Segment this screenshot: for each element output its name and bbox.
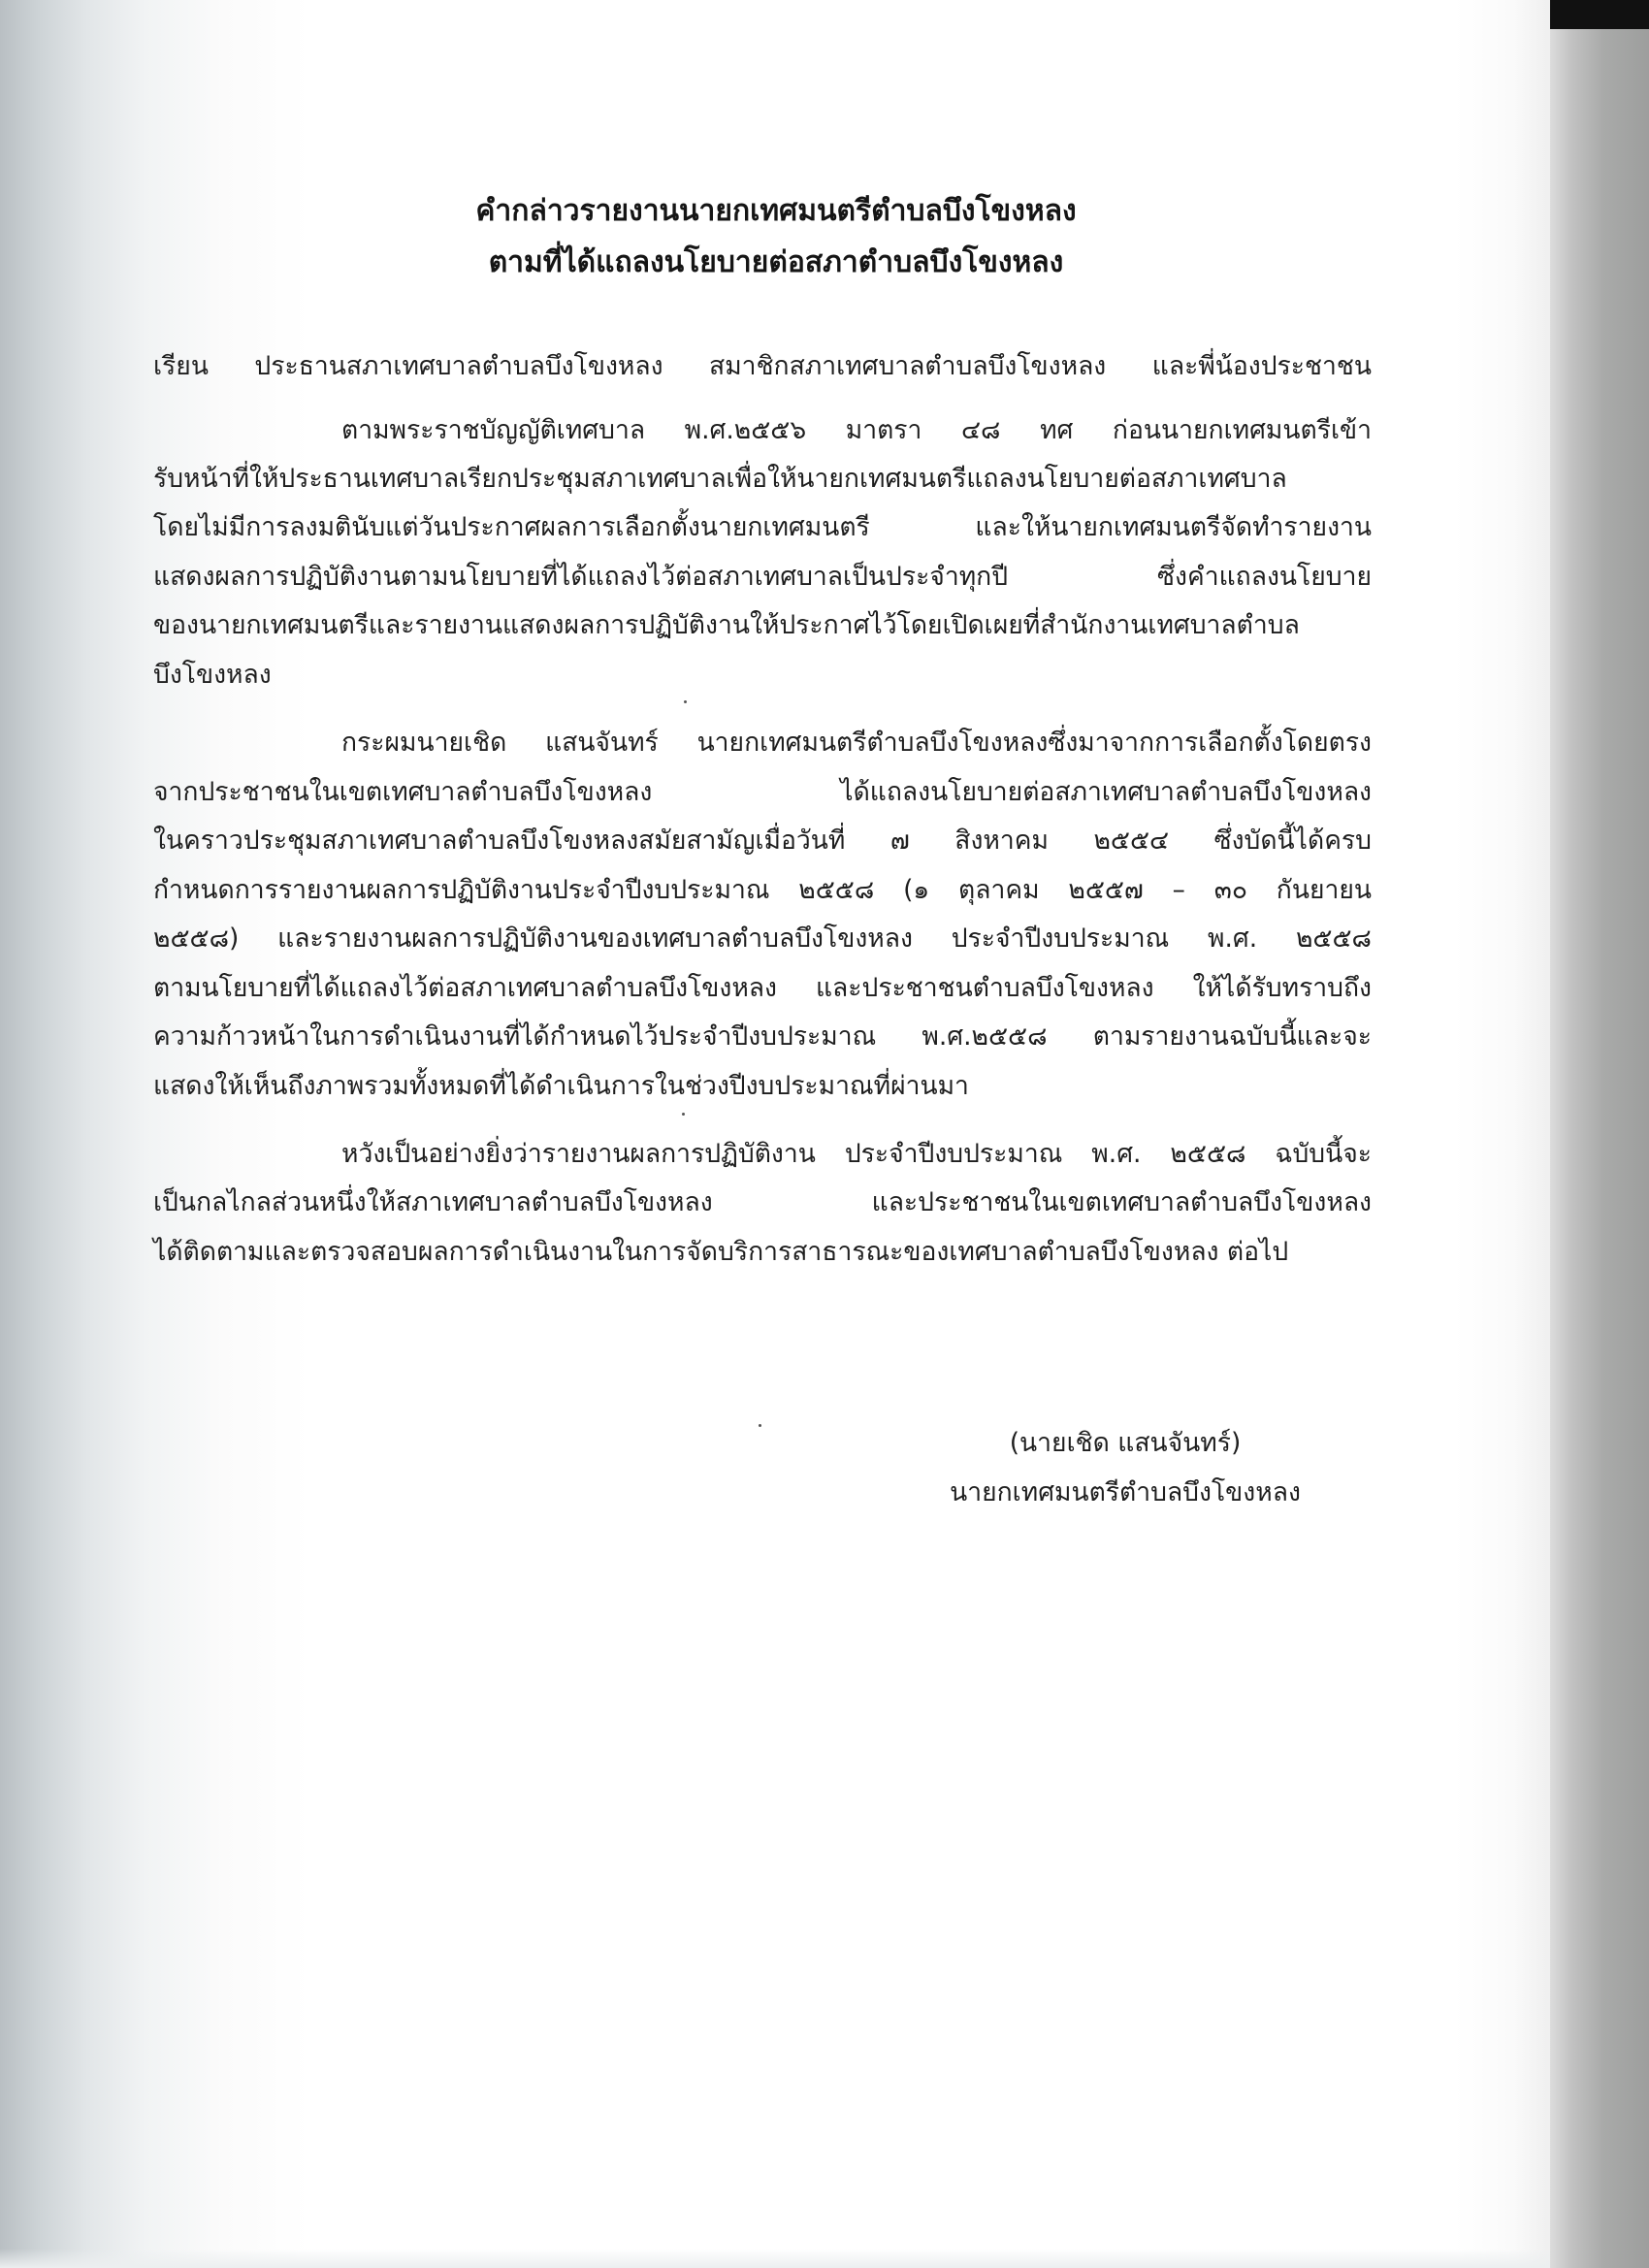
paragraph-2-line: ความก้าวหน้าในการดำเนินงานที่ได้กำหนดไว้ประจำปีงบประมาณ พ.ศ.๒๕๕๘ ตามรายงานฉบับนี้และจะ <box>153 1021 1372 1052</box>
paragraph-3-line: เป็นกลไกลส่วนหนึ่งให้สภาเทศบาลตำบลบึงโขงหลง และประชาชนในเขตเทศบาลตำบลบึงโขงหลง <box>153 1187 1372 1217</box>
paragraph-3-line: ได้ติดตามและตรวจสอบผลการดำเนินงานในการจัดบริการสาธารณะของเทศบาลตำบลบึงโขงหลง ต่อไป <box>153 1237 1289 1267</box>
page-bottom-shadow <box>0 2249 1550 2268</box>
paragraph-2-line: กำหนดการรายงานผลการปฏิบัติงานประจำปีงบประมาณ ๒๕๕๘ (๑ ตุลาคม ๒๕๕๗ – ๓๐ กันยายน <box>153 875 1372 905</box>
paragraph-1-line: บึงโขงหลง <box>153 660 272 690</box>
signature-name: (นายเชิด แสนจันทร์) <box>1009 1428 1242 1458</box>
scanner-edge-dark-corner <box>1550 0 1649 29</box>
paragraph-1-line: ของนายกเทศมนตรีและรายงานแสดงผลการปฏิบัติงานให้ประกาศไว้โดยเปิดเผยที่สำนักงานเทศบาลตำบล <box>153 610 1300 640</box>
paragraph-1-line: โดยไม่มีการลงมตินับแต่วันประกาศผลการเลือกตั้งนายกเทศมนตรี และให้นายกเทศมนตรีจัดทำรายงาน <box>153 512 1372 542</box>
scan-speck <box>684 700 687 703</box>
scanner-edge-shadow <box>1550 0 1649 2268</box>
salutation: เรียน ประธานสภาเทศบาลตำบลบึงโขงหลง สมาชิกสภาเทศบาลตำบลบึงโขงหลง และพี่น้องประชาชน <box>153 351 1372 381</box>
paragraph-2-line: ในคราวประชุมสภาเทศบาลตำบลบึงโขงหลงสมัยสามัญเมื่อวันที่ ๗ สิงหาคม ๒๕๕๔ ซึ่งบัดนี้ได้ครบ <box>153 826 1372 856</box>
document-title-line-2: ตามที่ได้แถลงนโยบายต่อสภาตำบลบึงโขงหลง <box>488 245 1064 279</box>
scan-speck <box>682 1113 685 1116</box>
signature-position: นายกเทศมนตรีตำบลบึงโขงหลง <box>950 1477 1301 1507</box>
paragraph-2-line: แสดงให้เห็นถึงภาพรวมทั้งหมดที่ได้ดำเนินการในช่วงปีงบประมาณที่ผ่านมา <box>153 1071 969 1101</box>
paragraph-1-line: ตามพระราชบัญญัติเทศบาล พ.ศ.๒๕๕๖ มาตรา ๔๘ ทศ ก่อนนายกเทศมนตรีเข้า <box>341 415 1372 445</box>
paragraph-2-line: ตามนโยบายที่ได้แถลงไว้ต่อสภาเทศบาลตำบลบึงโขงหลง และประชาชนตำบลบึงโขงหลง ให้ได้รับทราบถึง <box>153 973 1372 1003</box>
paragraph-3-line: หวังเป็นอย่างยิ่งว่ารายงานผลการปฏิบัติงาน ประจำปีงบประมาณ พ.ศ. ๒๕๕๘ ฉบับนี้จะ <box>341 1139 1372 1169</box>
paragraph-1-line: รับหน้าที่ให้ประธานเทศบาลเรียกประชุมสภาเทศบาลเพื่อให้นายกเทศมนตรีแถลงนโยบายต่อสภาเทศบาล <box>153 464 1287 494</box>
paragraph-2-line: ๒๕๕๘) และรายงานผลการปฏิบัติงานของเทศบาลตำบลบึงโขงหลง ประจำปีงบประมาณ พ.ศ. ๒๕๕๘ <box>153 923 1372 954</box>
document-title-line-1: คำกล่าวรายงานนายกเทศมนตรีตำบลบึงโขงหลง <box>475 194 1077 228</box>
paragraph-2-line: กระผมนายเชิด แสนจันทร์ นายกเทศมนตรีตำบลบึงโขงหลงซึ่งมาจากการเลือกตั้งโดยตรง <box>341 728 1372 758</box>
scan-speck <box>759 1424 761 1427</box>
paragraph-1-line: แสดงผลการปฏิบัติงานตามนโยบายที่ได้แถลงไว้ต่อสภาเทศบาลเป็นประจำทุกปี ซึ่งคำแถลงนโยบาย <box>153 562 1372 592</box>
paragraph-2-line: จากประชาชนในเขตเทศบาลตำบลบึงโขงหลง ได้แถลงนโยบายต่อสภาเทศบาลตำบลบึงโขงหลง <box>153 777 1372 807</box>
